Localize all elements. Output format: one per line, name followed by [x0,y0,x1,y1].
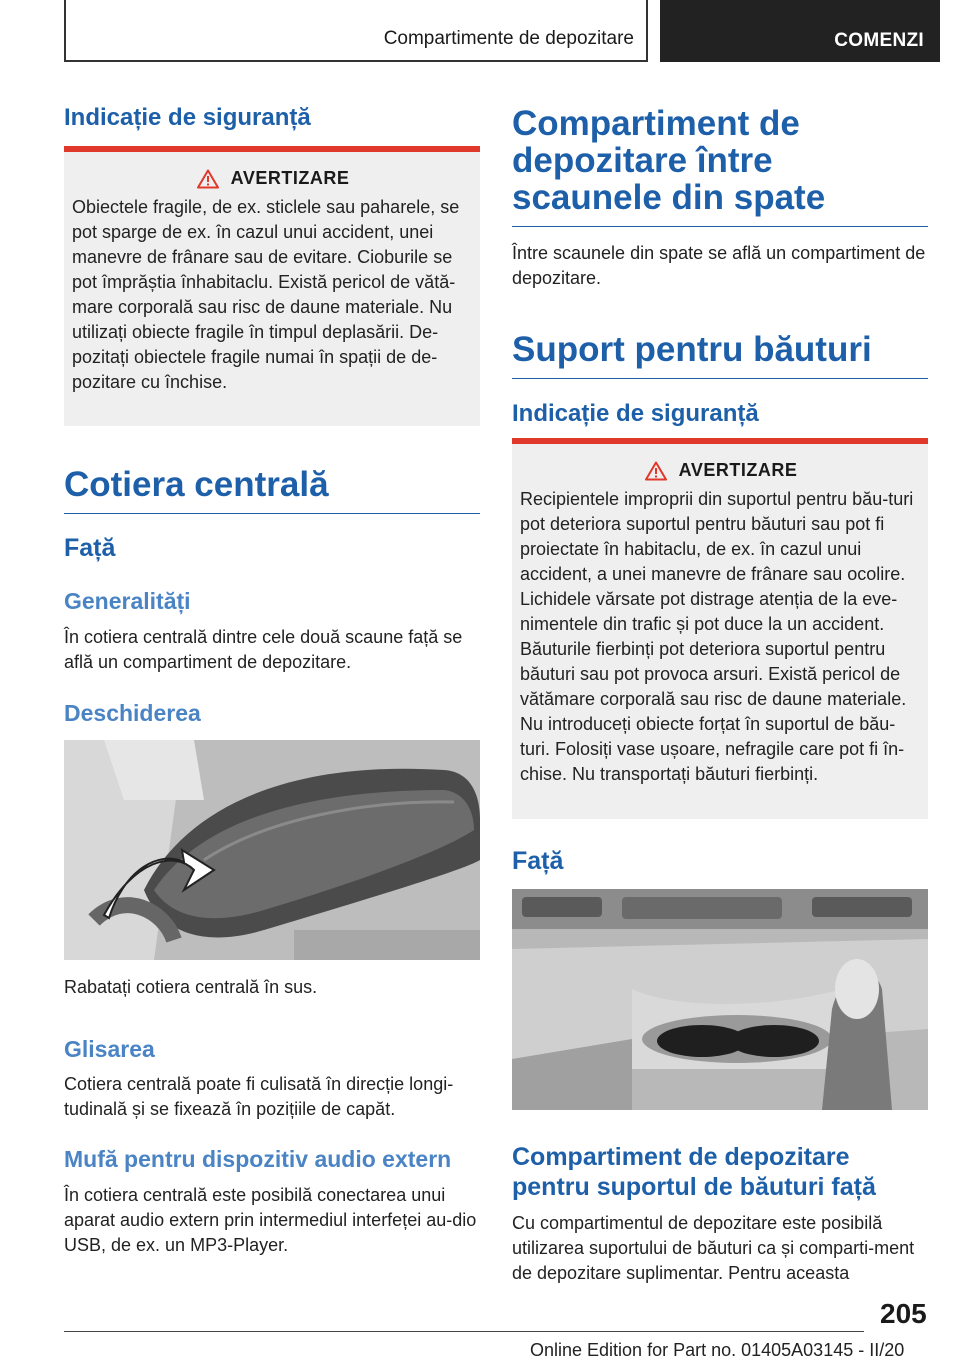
warning-triangle-icon [645,461,667,481]
cupholder-illustration [512,889,928,1110]
header-section-title: Compartimente de depozitare [383,28,634,49]
armrest-illustration [64,740,480,960]
warning-title-right [520,460,922,481]
sliding-text: Cotiera centrală poate fi culisată în direcție longi-tudinală și se fixează în pozițiile de capăt. [64,1074,454,1119]
cupholder-storage-text: Cu compartimentul de depozitare este posibilă utilizarea suportului de băuturi ca și comparti-ment de depozitare suplimentar. Pentru aceasta [512,1213,915,1283]
audio-heading: Mufă pentru dispozitiv audio extern [64,1146,452,1172]
page-number: 205 [880,1298,927,1329]
cupholder-heading: Suport pentru băuturi [512,331,928,379]
audio-text: În cotiera centrală este posibilă conectarea unui aparat audio extern prin intermediul interfeței au-dio USB, de ex. un MP3-Player. [64,1185,477,1255]
safety-heading-right: Indicație de siguranță [512,400,759,427]
rear-storage-text: Între scaunele din spate se află un compartiment de depozitare. [512,243,926,288]
warning-text-left: Obiectele fragile, de ex. sticlele sau paharele, se pot sparge de ex. în cazul unui accident, unei manevre de frânare sau de evitare. Cioburile se pot împrăștia înhabitaclu. Există pericol de vătă-mare corporală sau risc de daune materiale. Nu utilizați obiecte fragile în timpul deplasării. De-pozitați obiectele fragile numai în spații de de-pozitare cu închise. [72,197,460,392]
cupholder-storage-heading: Compartiment de depozitare pentru suportul de băuturi față [512,1143,876,1201]
cupholder-photo [512,889,928,1110]
sliding-heading: Glisarea [64,1036,155,1062]
warning-title-text: AVERTIZARE [678,460,798,480]
opening-caption: Rabatați cotiera centrală în sus. [64,977,318,997]
header-chapter-tab [660,0,940,62]
footer-divider [64,1331,864,1332]
warning-box-right [512,438,928,819]
header-section-tab [64,0,648,62]
warning-title-left [72,168,474,189]
warning-box-left [64,146,480,426]
warning-text-right: Recipientele improprii din suportul pentru bău-turi pot deteriora suportul pentru băuturi sau pot fi proiectate în habitaclu, de ex. în cazul unui accident, a unei manevre de frânare sau ocolire. Lichidele vărsate pot distrage atenția de la eve-nimentele din trafic și pot duce la un accident. Băuturile fierbinți pot deteriora suportul pentru băuturi sau pot provoca arsuri. Există pericol de vătămare corporală sau risc de daune materiale. Nu introduceți obiecte forțat în suportul de bău-turi. Folosiți vase ușoare, nefragile care pot fi în-chise. Nu transportați băuturi fierbinți. [520,489,914,784]
edition-note: Online Edition for Part no. 01405A03145 - II/20 [530,1340,905,1360]
general-heading: Generalități [64,588,191,614]
front-heading-left: Față [64,534,116,562]
safety-heading-left: Indicație de siguranță [64,104,311,131]
front-heading-right: Față [512,847,564,875]
armrest-heading: Cotiera centrală [64,466,480,514]
opening-heading: Deschiderea [64,700,201,726]
warning-title-text: AVERTIZARE [230,168,350,188]
warning-triangle-icon [197,169,219,189]
header-chapter-title: COMENZI [834,30,924,51]
armrest-photo [64,740,480,960]
general-text: În cotiera centrală dintre cele două scaune față se află un compartiment de depozitare. [64,627,463,672]
rear-storage-heading: Compartiment de depozitare între scaunele din spate [512,105,928,227]
